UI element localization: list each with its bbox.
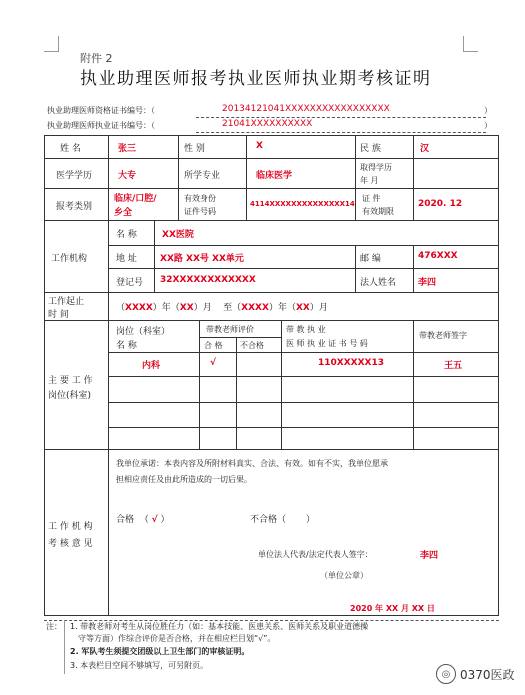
validity-label: 有效期限 [362, 207, 394, 216]
ethnicity-value: 汉 [420, 144, 430, 154]
reg-label: 登记号 [116, 278, 144, 288]
edu-year-label: 取得学历 [360, 163, 392, 172]
note-2: 2. 军队考生须提交团级以上卫生部门的审核证明。 [70, 647, 250, 656]
period-label: 时 间 [48, 310, 69, 320]
annex-label: 附件 2 [80, 52, 113, 65]
close-paren: ） [484, 121, 492, 130]
name-label: 姓 名 [60, 144, 81, 154]
close-paren: ） [484, 106, 492, 115]
category-label: 报考类别 [56, 202, 93, 212]
col-sign-label: 带教老师签字 [419, 331, 467, 340]
cert-qual-label: 执业助理医师资格证书编号：（ [47, 106, 155, 115]
institution-section-label: 工作机构 [51, 254, 88, 264]
reg-value: 32XXXXXXXXXXXX [160, 275, 256, 285]
postcode-value: 476XXX [418, 251, 458, 261]
col-fail-label: 不合格 [240, 341, 264, 350]
date: 2020 年 XX 月 XX 日 [350, 604, 435, 613]
name-value: 张三 [118, 144, 137, 154]
validity-value: 2020. 12 [418, 199, 463, 209]
opinion-fail: 不合格（ ） [250, 515, 316, 525]
col-eval-label: 带教老师评价 [206, 325, 254, 334]
category-value: 临床/口腔/ [114, 194, 157, 204]
address-label: 地 址 [116, 254, 137, 264]
commitment-text: 担相应责任及由此所造成的一切后果。 [116, 475, 252, 484]
note-1-cont: 守等方面）作综合评价是否合格，并在相应栏目划“√”。 [78, 634, 276, 643]
signer-label: 单位法人代表/法定代表人签字： [258, 550, 373, 559]
crop-mark [463, 51, 478, 52]
note-1: 1. 带教老师对考生从岗位胜任力（如：基本技能、医患关系、医师关系及职业道德操 [70, 622, 369, 631]
signer-value: 李四 [420, 551, 439, 561]
id-label: 有效身份 [184, 194, 216, 203]
address-value: XX路 XX号 XX单元 [160, 254, 244, 264]
underline [196, 132, 486, 133]
opinion-section-label: 工 作 机 构 [48, 522, 93, 532]
major-label: 所学专业 [184, 171, 221, 181]
commitment-text: 我单位承诺：本表内容及所附材料真实、合法、有效。如有不实，我单位愿承 [116, 459, 388, 468]
crop-mark [58, 36, 59, 52]
id-value: 4114XXXXXXXXXXXXXX14 [250, 200, 355, 208]
col-dept-label: 岗位（科室） [116, 327, 171, 337]
institution-name-value: XX医院 [162, 230, 194, 240]
col-cert-label: 医 师 执 业 证 书 号 码 [286, 339, 368, 348]
page-title: 执业助理医师报考执业医师执业期考核证明 [80, 69, 432, 89]
col-dept-label: 名 称 [116, 341, 137, 351]
watermark [436, 662, 522, 686]
gender-value: X [256, 141, 263, 151]
positions-section-label: 岗位(科室) [48, 391, 92, 401]
cert-qual-value: 20134121041XXXXXXXXXXXXXXXXX [222, 104, 390, 114]
institution-name-label: 名 称 [116, 230, 137, 240]
pass-check-mark: √ [210, 358, 217, 368]
education-value: 大专 [118, 171, 137, 181]
positions-section-label: 主 要 工 作 [48, 376, 93, 386]
legal-label: 法人姓名 [360, 278, 397, 288]
col-cert-label: 带 教 执 业 [286, 325, 326, 334]
note-3: 3. 本表栏目空间不够填写，可另附页。 [70, 661, 209, 670]
wechat-icon: ◎ [436, 664, 456, 684]
col-pass-label: 合 格 [204, 341, 223, 350]
underline [196, 117, 486, 118]
ethnicity-label: 民 族 [360, 144, 381, 154]
edu-year-label: 年 月 [360, 176, 379, 185]
notes-label: 注： [46, 622, 62, 631]
validity-label: 证 件 [362, 194, 381, 203]
opinion-pass: 合格 （ √ ） [116, 515, 170, 525]
period-label: 工作起止 [48, 297, 85, 307]
education-label: 医学学历 [56, 171, 93, 181]
crop-mark [463, 36, 464, 52]
category-value: 乡全 [114, 208, 133, 218]
teacher-sign-value: 王五 [444, 361, 463, 371]
period-range: （XXXX）年（XX）月 至（XXXX）年（XX）月 [116, 303, 328, 313]
cert-prac-value: 21041XXXXXXXXXX [222, 119, 313, 129]
cert-prac-label: 执业助理医师执业证书编号：（ [47, 121, 155, 130]
legal-value: 李四 [418, 278, 437, 288]
crop-mark [44, 51, 59, 52]
dept-value: 内科 [142, 361, 161, 371]
seal-label: （单位公章） [320, 571, 368, 580]
postcode-label: 邮 编 [360, 254, 381, 264]
opinion-section-label: 考 核 意 见 [48, 539, 93, 549]
teacher-cert-value: 110XXXXX13 [318, 358, 385, 368]
watermark-text: 0370医政 [460, 667, 515, 682]
id-label: 证件号码 [184, 207, 216, 216]
major-value: 临床医学 [256, 171, 293, 181]
gender-label: 性 别 [184, 144, 205, 154]
